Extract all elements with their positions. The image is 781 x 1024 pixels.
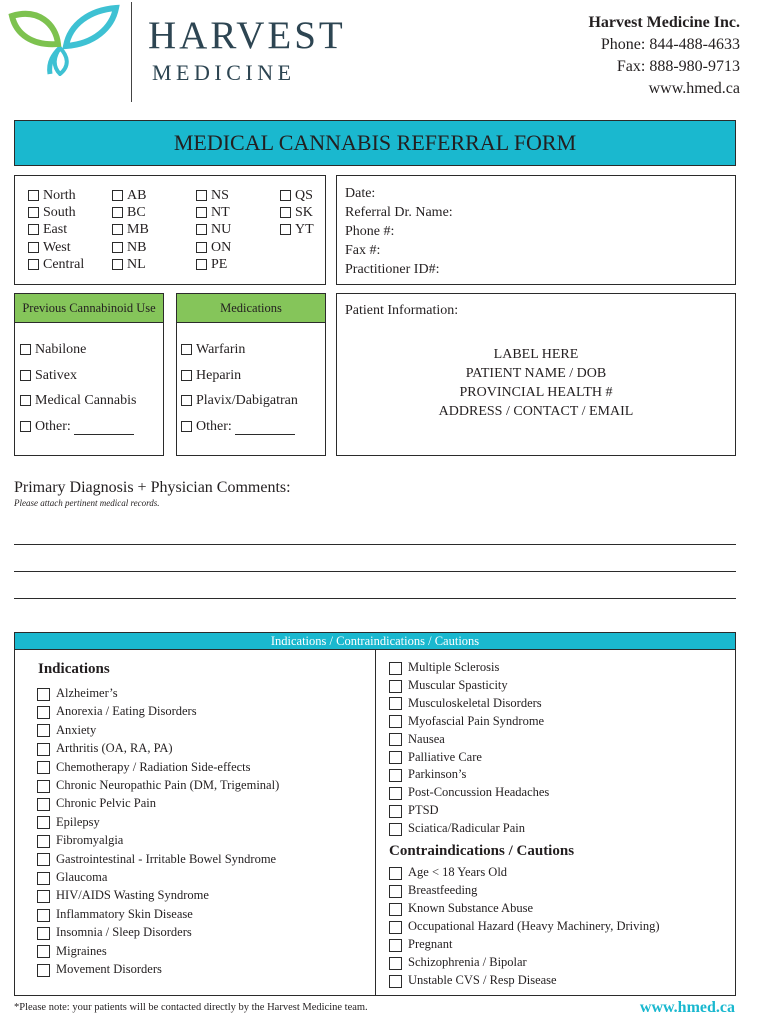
harvest-leaf-logo-icon xyxy=(8,4,120,76)
referral-phone-field[interactable]: Phone #: xyxy=(345,224,395,239)
previous-use-checkbox[interactable]: Sativex xyxy=(20,368,77,384)
patient-info-title: Patient Information: xyxy=(345,303,459,318)
medication-checkbox[interactable]: Heparin xyxy=(181,368,241,384)
footer-web-link[interactable]: www.hmed.ca xyxy=(639,999,735,1016)
region-checkbox[interactable]: West xyxy=(28,240,71,256)
medication-checkbox[interactable]: Warfarin xyxy=(181,342,245,358)
practitioner-id-field[interactable]: Practitioner ID#: xyxy=(345,262,440,277)
header-divider xyxy=(131,2,132,102)
medications-header: Medications xyxy=(220,301,282,315)
company-name: Harvest Medicine Inc. xyxy=(588,14,740,31)
indications-list-left xyxy=(37,684,279,979)
footer-note: *Please note: your patients will be contacted directly by the Harvest Medicine team. xyxy=(14,1002,368,1013)
contraindication-checkbox[interactable]: Schizophrenia / Bipolar xyxy=(389,953,660,971)
indications-title: Indications xyxy=(38,661,110,677)
previous-use-checkbox[interactable]: Nabilone xyxy=(20,342,86,358)
company-web: www.hmed.ca xyxy=(648,80,740,97)
indication-checkbox[interactable]: Chronic Pelvic Pain xyxy=(37,794,279,812)
company-phone: Phone: 844-488-4633 xyxy=(600,36,740,53)
indication-checkbox[interactable]: Migraines xyxy=(37,942,279,960)
previous-use-other[interactable]: Other: xyxy=(20,419,134,435)
indication-checkbox[interactable]: Arthritis (OA, RA, PA) xyxy=(37,739,279,757)
previous-use-header: Previous Cannabinoid Use xyxy=(22,301,156,315)
form-title: MEDICAL CANNABIS REFERRAL FORM xyxy=(173,130,577,155)
indication-checkbox[interactable]: Movement Disorders xyxy=(37,960,279,978)
contraindication-checkbox[interactable]: Occupational Hazard (Heavy Machinery, Driving) xyxy=(389,917,660,935)
referral-date-field[interactable]: Date: xyxy=(345,186,376,201)
diagnosis-note: Please attach pertinent medical records. xyxy=(14,498,160,508)
indication-checkbox[interactable]: Post-Concussion Headaches xyxy=(389,784,549,802)
province-checkbox[interactable]: AB xyxy=(112,188,146,204)
previous-use-checkbox[interactable]: Medical Cannabis xyxy=(20,393,136,409)
contraindication-checkbox[interactable]: Pregnant xyxy=(389,935,660,953)
company-fax: Fax: 888-980-9713 xyxy=(616,58,740,75)
indication-checkbox[interactable]: Gastrointestinal - Irritable Bowel Syndrome xyxy=(37,850,279,868)
indication-checkbox[interactable]: Fibromyalgia xyxy=(37,831,279,849)
province-checkbox[interactable]: NS xyxy=(196,188,229,204)
indication-checkbox[interactable]: Palliative Care xyxy=(389,749,549,767)
indication-checkbox[interactable]: Nausea xyxy=(389,731,549,749)
province-checkbox[interactable]: SK xyxy=(280,205,313,221)
indication-checkbox[interactable]: Anxiety xyxy=(37,721,279,739)
indication-checkbox[interactable]: Inflammatory Skin Disease xyxy=(37,905,279,923)
contraindication-checkbox[interactable]: Breastfeeding xyxy=(389,881,660,899)
indication-checkbox[interactable]: PTSD xyxy=(389,802,549,820)
referral-fax-field[interactable]: Fax #: xyxy=(345,243,381,258)
diagnosis-line[interactable] xyxy=(14,544,736,545)
indication-checkbox[interactable]: HIV/AIDS Wasting Syndrome xyxy=(37,886,279,904)
indication-checkbox[interactable]: Multiple Sclerosis xyxy=(389,659,549,677)
medication-checkbox[interactable]: Plavix/Dabigatran xyxy=(181,393,298,409)
province-checkbox[interactable]: YT xyxy=(280,222,314,238)
indication-checkbox[interactable]: Parkinson’s xyxy=(389,766,549,784)
contraindications-list xyxy=(389,863,660,989)
indication-checkbox[interactable]: Musculoskeletal Disorders xyxy=(389,695,549,713)
province-checkbox[interactable]: QS xyxy=(280,188,313,204)
patient-label-area: LABEL HERE PATIENT NAME / DOB PROVINCIAL HEALTH # ADDRESS / CONTACT / EMAIL xyxy=(438,347,634,419)
province-checkbox[interactable]: BC xyxy=(112,205,146,221)
contraindication-checkbox[interactable]: Age < 18 Years Old xyxy=(389,863,660,881)
indication-checkbox[interactable]: Epilepsy xyxy=(37,813,279,831)
indications-column-divider xyxy=(375,650,376,996)
province-checkbox[interactable]: ON xyxy=(196,240,231,256)
region-checkbox[interactable]: East xyxy=(28,222,67,238)
indication-checkbox[interactable]: Muscular Spasticity xyxy=(389,677,549,695)
region-checkbox[interactable]: Central xyxy=(28,257,84,273)
province-checkbox[interactable]: NB xyxy=(112,240,146,256)
region-checkbox[interactable]: South xyxy=(28,205,76,221)
diagnosis-title: Primary Diagnosis + Physician Comments: xyxy=(14,479,291,496)
region-checkbox[interactable]: North xyxy=(28,188,76,204)
indications-list-right xyxy=(389,659,549,838)
referral-fields xyxy=(345,184,453,279)
indication-checkbox[interactable]: Alzheimer’s xyxy=(37,684,279,702)
province-checkbox[interactable]: NL xyxy=(112,257,146,273)
diagnosis-line[interactable] xyxy=(14,598,736,599)
province-checkbox[interactable]: PE xyxy=(196,257,227,273)
indication-checkbox[interactable]: Insomnia / Sleep Disorders xyxy=(37,923,279,941)
indication-checkbox[interactable]: Anorexia / Eating Disorders xyxy=(37,702,279,720)
indication-checkbox[interactable]: Chemotherapy / Radiation Side-effects xyxy=(37,758,279,776)
province-checkbox[interactable]: NT xyxy=(196,205,230,221)
referral-doctor-field[interactable]: Referral Dr. Name: xyxy=(345,205,453,220)
medication-other[interactable]: Other: xyxy=(181,419,295,435)
indication-checkbox[interactable]: Myofascial Pain Syndrome xyxy=(389,713,549,731)
indication-checkbox[interactable]: Chronic Neuropathic Pain (DM, Trigeminal) xyxy=(37,776,279,794)
indications-header: Indications / Contraindications / Cautions xyxy=(270,634,480,648)
diagnosis-line[interactable] xyxy=(14,571,736,572)
contraindication-checkbox[interactable]: Known Substance Abuse xyxy=(389,899,660,917)
company-contact xyxy=(588,12,740,100)
brand-subname: MEDICINE xyxy=(152,60,296,85)
province-checkbox[interactable]: NU xyxy=(196,222,231,238)
contraindications-title: Contraindications / Cautions xyxy=(389,843,575,859)
contraindication-checkbox[interactable]: Unstable CVS / Resp Disease xyxy=(389,971,660,989)
province-checkbox[interactable]: MB xyxy=(112,222,149,238)
brand-name: HARVEST xyxy=(148,14,346,57)
indication-checkbox[interactable]: Sciatica/Radicular Pain xyxy=(389,820,549,838)
indication-checkbox[interactable]: Glaucoma xyxy=(37,868,279,886)
